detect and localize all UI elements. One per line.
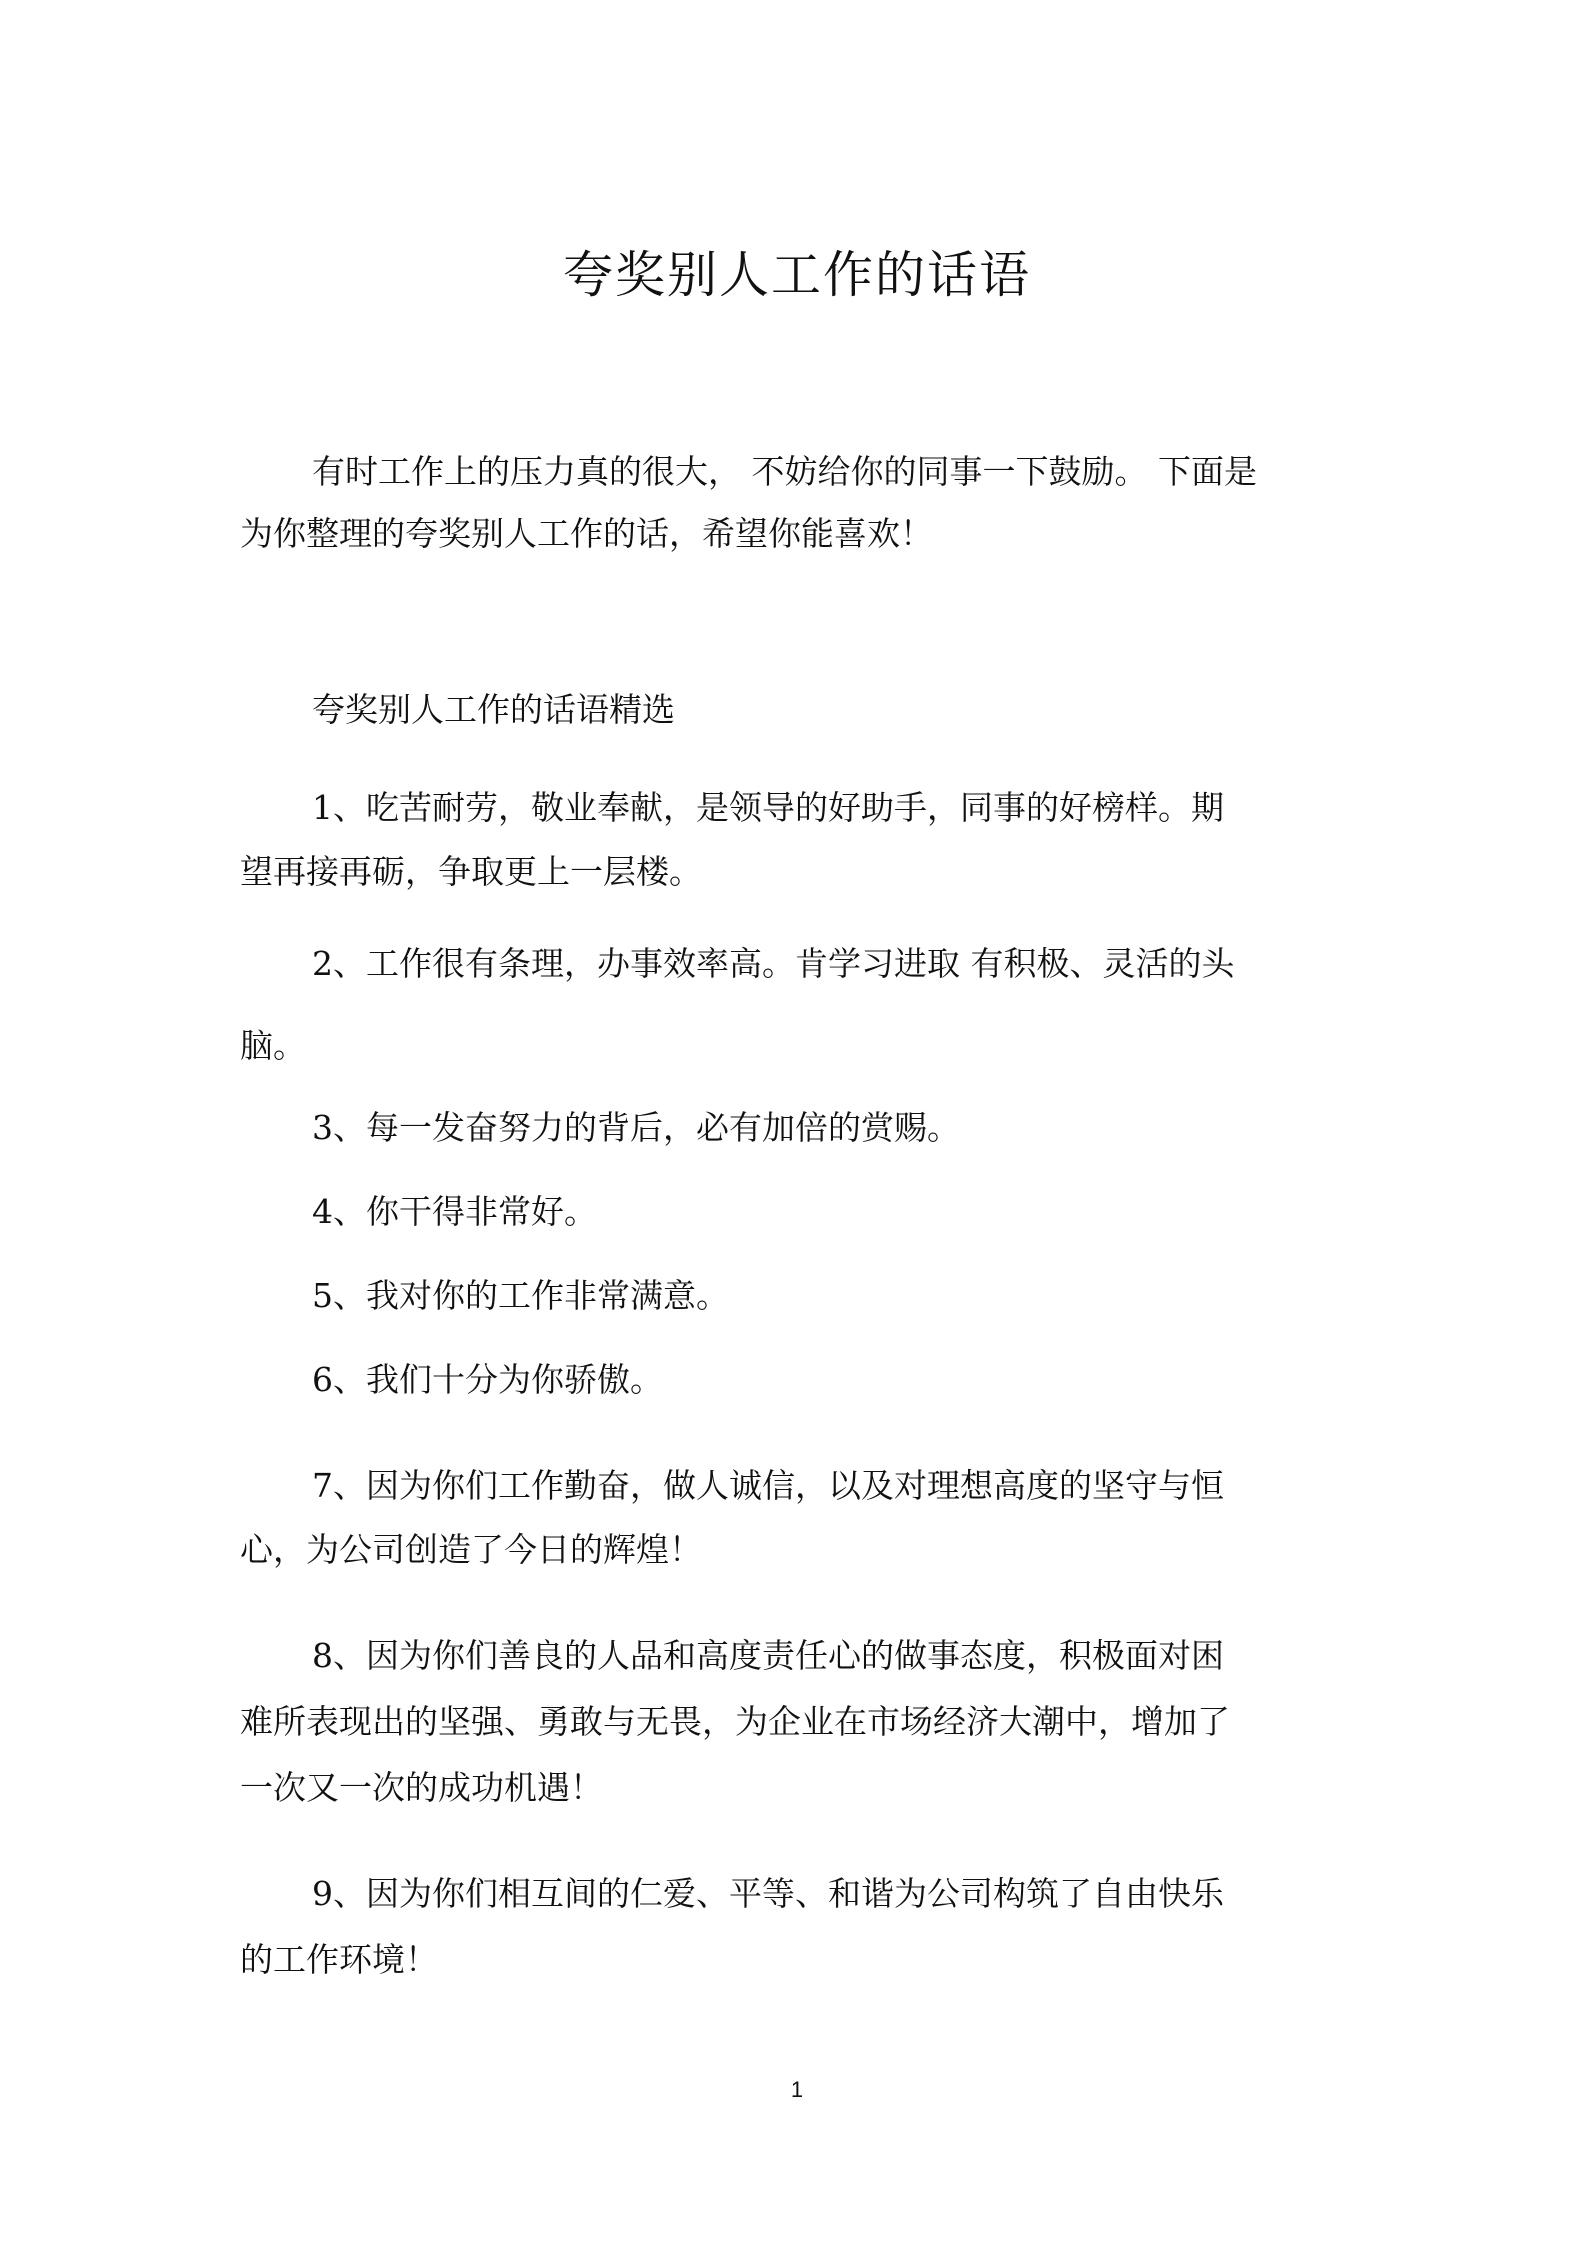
list-item-1-line-1: 1、吃苦耐劳，敬业奉献，是领导的好助手，同事的好榜样。期: [312, 788, 1224, 827]
list-item-9-line-1: 9、因为你们相互间的仁爱、平等、和谐为公司构筑了自由快乐: [312, 1874, 1224, 1913]
list-item-2-line-2: 脑。: [240, 1026, 306, 1065]
section-heading: 夸奖别人工作的话语精选: [312, 690, 675, 729]
list-item-9-line-2: 的工作环境！: [240, 1940, 438, 1979]
list-item-4: 4、你干得非常好。: [312, 1192, 597, 1231]
list-item-7-line-1: 7、因为你们工作勤奋，做人诚信，以及对理想高度的坚守与恒: [312, 1466, 1224, 1505]
intro-line-2: 为你整理的夸奖别人工作的话，希望你能喜欢！: [240, 514, 933, 553]
list-item-8-line-1: 8、因为你们善良的人品和高度责任心的做事态度，积极面对困: [312, 1636, 1224, 1675]
list-item-7-line-2: 心，为公司创造了今日的辉煌！: [240, 1530, 702, 1569]
list-item-5: 5、我对你的工作非常满意。: [312, 1276, 729, 1315]
list-item-3: 3、每一发奋努力的背后，必有加倍的赏赐。: [312, 1108, 960, 1147]
document-title: 夸奖别人工作的话语: [563, 246, 1031, 304]
list-item-1-line-2: 望再接再砺，争取更上一层楼。: [240, 852, 702, 891]
list-item-6: 6、我们十分为你骄傲。: [312, 1360, 663, 1399]
page-number: 1: [790, 2077, 804, 2102]
list-item-8-line-2: 难所表现出的坚强、勇敢与无畏，为企业在市场经济大潮中，增加了: [240, 1702, 1230, 1741]
list-item-2-line-1: 2、工作很有条理，办事效率高。肯学习进取 有积极、灵活的头: [312, 944, 1235, 983]
intro-line-1: 有时工作上的压力真的很大， 不妨给你的同事一下鼓励。 下面是: [312, 452, 1257, 491]
list-item-8-line-3: 一次又一次的成功机遇！: [240, 1768, 603, 1807]
